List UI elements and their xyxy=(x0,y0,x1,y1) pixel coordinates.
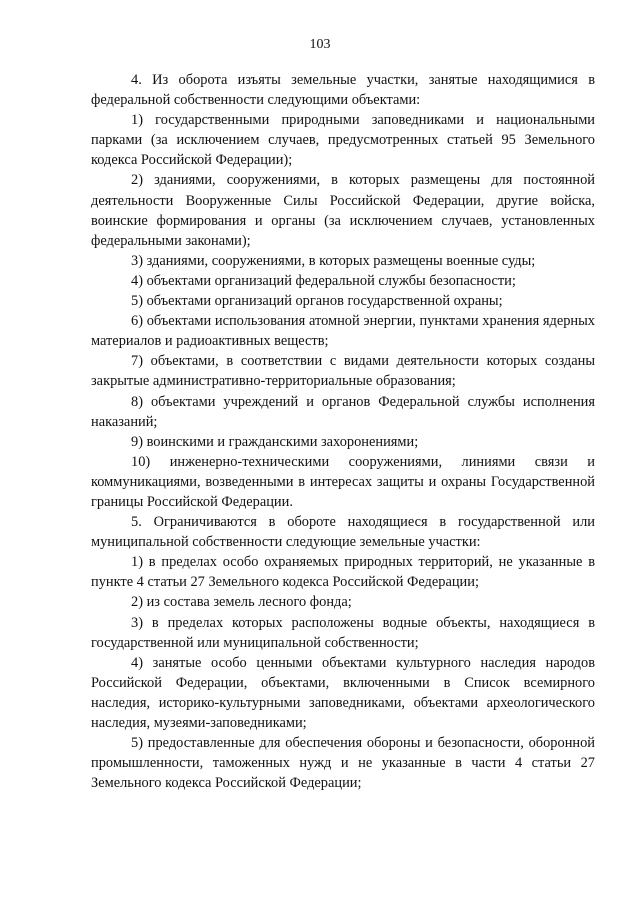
list-item-5-2: 2) из состава земель лесного фонда; xyxy=(131,594,352,611)
paragraph-item-5: 5. Ограничиваются в обороте находящиеся в государственной или муниципальной собственности следующие земельные участки: xyxy=(91,514,595,551)
list-item-4-3: 3) зданиями, сооружениями, в которых размещены военные суды; xyxy=(131,252,536,269)
list-item-5-5: 5) предоставленные для обеспечения обороны и безопасности, оборонной промышленности, таможенных нужд и не указанные в части 4 статьи 27 Земельного кодекса Российской Федерации; xyxy=(91,735,595,792)
list-item-4-8: 8) объектами учреждений и органов Федеральной службы исполнения наказаний; xyxy=(91,393,595,430)
list-item-4-1: 1) государственными природными заповедниками и национальными парками (за исключением случаев, предусмотренных статьей 95 Земельного кодекса Российской Федерации); xyxy=(91,112,595,169)
list-item-4-2: 2) зданиями, сооружениями, в которых размещены для постоянной деятельности Вооруженные Силы Российской Федерации, другие войска, воинские формирования и органы (за исключением случаев, установленных федеральными законами); xyxy=(91,172,595,249)
page-number: 103 xyxy=(309,37,331,52)
paragraph-item-4: 4. Из оборота изъяты земельные участки, занятые находящимися в федеральной собственности следующими объектами: xyxy=(91,72,595,109)
list-item-5-4: 4) занятые особо ценными объектами культурного наследия народов Российской Федерации, объектами, включенными в Список всемирного наследия, историко-культурными заповедниками, объектами археологического наследия, музеями-заповедниками; xyxy=(91,654,595,731)
document-body xyxy=(91,70,595,793)
list-item-4-6: 6) объектами использования атомной энергии, пунктами хранения ядерных материалов и радиоактивных веществ; xyxy=(91,313,595,350)
list-item-4-10: 10) инженерно-техническими сооружениями, линиями связи и коммуникациями, возведенными в интересах защиты и охраны Государственной границы Российской Федерации. xyxy=(91,453,595,510)
list-item-5-3: 3) в пределах которых расположены водные объекты, находящиеся в государственной или муниципальной собственности; xyxy=(91,614,595,651)
list-item-4-7: 7) объектами, в соответствии с видами деятельности которых созданы закрытые административно-территориальные образования; xyxy=(91,353,595,390)
list-item-4-9: 9) воинскими и гражданскими захоронениями; xyxy=(131,433,419,450)
list-item-5-1: 1) в пределах особо охраняемых природных территорий, не указанные в пункте 4 статьи 27 Земельного кодекса Российской Федерации; xyxy=(91,554,595,591)
list-item-4-4: 4) объектами организаций федеральной службы безопасности; xyxy=(131,272,516,289)
list-item-4-5: 5) объектами организаций органов государственной охраны; xyxy=(131,293,503,310)
